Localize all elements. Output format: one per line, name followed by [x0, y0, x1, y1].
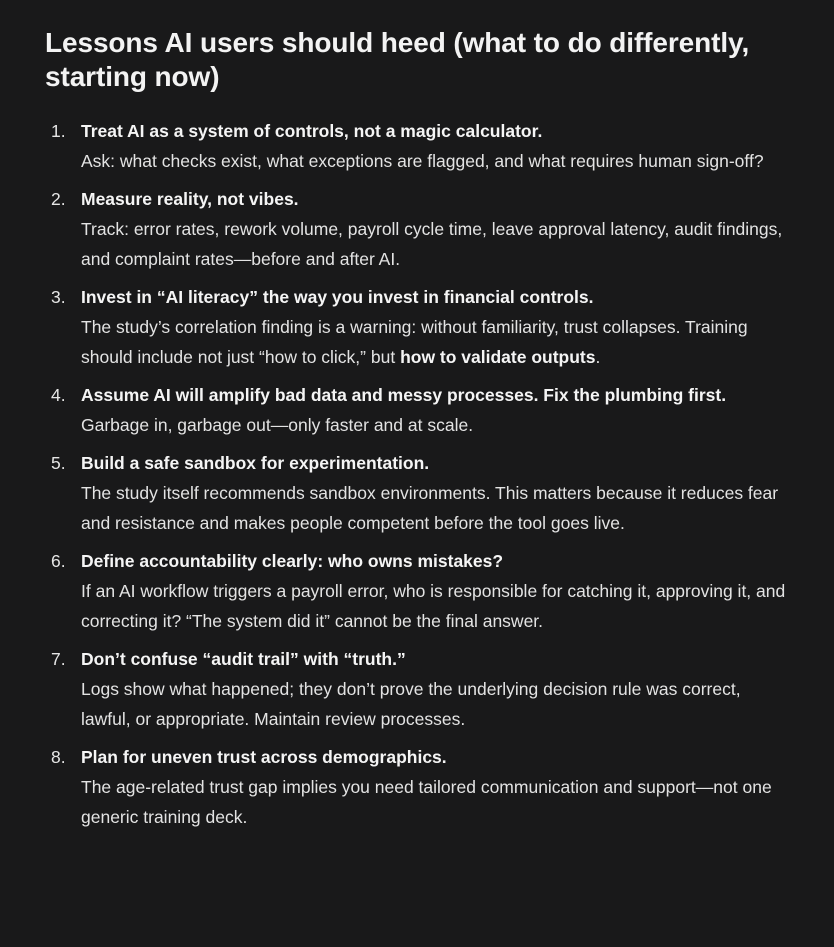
list-item: [45, 116, 794, 176]
list-item: [45, 184, 794, 274]
lesson-title: Invest in “AI literacy” the way you invest in financial controls.: [81, 287, 594, 307]
list-number: 2.: [51, 189, 66, 209]
lesson-title: Define accountability clearly: who owns mistakes?: [81, 551, 504, 571]
list-item: [45, 742, 794, 832]
list-number: 7.: [51, 649, 66, 669]
list-number: 8.: [51, 747, 66, 767]
list-number: 6.: [51, 551, 66, 571]
lesson-body: Logs show what happened; they don’t prove the underlying decision rule was correct, lawful, or appropriate. Maintain review processes.: [81, 679, 741, 729]
list-number: 1.: [51, 121, 66, 141]
lesson-title: Plan for uneven trust across demographics.: [81, 747, 447, 767]
lesson-body: Ask: what checks exist, what exceptions are flagged, and what requires human sign-off?: [81, 151, 764, 171]
list-number: 4.: [51, 385, 66, 405]
list-number: 5.: [51, 453, 66, 473]
lesson-body: The age-related trust gap implies you need tailored communication and support—not one generic training deck.: [81, 777, 772, 827]
list-item: [45, 546, 794, 636]
lessons-list: [45, 116, 794, 832]
lesson-body-emphasis: how to validate outputs: [400, 347, 596, 367]
lesson-body: Garbage in, garbage out—only faster and at scale.: [81, 415, 474, 435]
lesson-body: Track: error rates, rework volume, payroll cycle time, leave approval latency, audit findings, and complaint rates—before and after AI.: [81, 219, 783, 269]
list-item: [45, 282, 794, 372]
list-item: [45, 380, 794, 440]
lesson-title: Assume AI will amplify bad data and messy processes. Fix the plumbing first.: [81, 385, 727, 405]
section-heading: Lessons AI users should heed (what to do differently, starting now): [45, 27, 750, 92]
lesson-body: The study itself recommends sandbox environments. This matters because it reduces fear and resistance and makes people competent before the tool goes live.: [81, 483, 779, 533]
lesson-title: Treat AI as a system of controls, not a magic calculator.: [81, 121, 543, 141]
lesson-title: Build a safe sandbox for experimentation.: [81, 453, 430, 473]
lesson-title: Measure reality, not vibes.: [81, 189, 299, 209]
lesson-title: Don’t confuse “audit trail” with “truth.”: [81, 649, 406, 669]
lesson-body-text: The study’s correlation finding is a warning: without familiarity, trust collapses. Training should include not just “how to click,” but: [81, 317, 748, 367]
list-item: [45, 644, 794, 734]
lesson-body: If an AI workflow triggers a payroll error, who is responsible for catching it, approving it, and correcting it? “The system did it” cannot be the final answer.: [81, 581, 786, 631]
list-number: 3.: [51, 287, 66, 307]
list-item: [45, 448, 794, 538]
lesson-body-text-end: .: [595, 347, 601, 367]
lesson-body: [81, 312, 794, 372]
